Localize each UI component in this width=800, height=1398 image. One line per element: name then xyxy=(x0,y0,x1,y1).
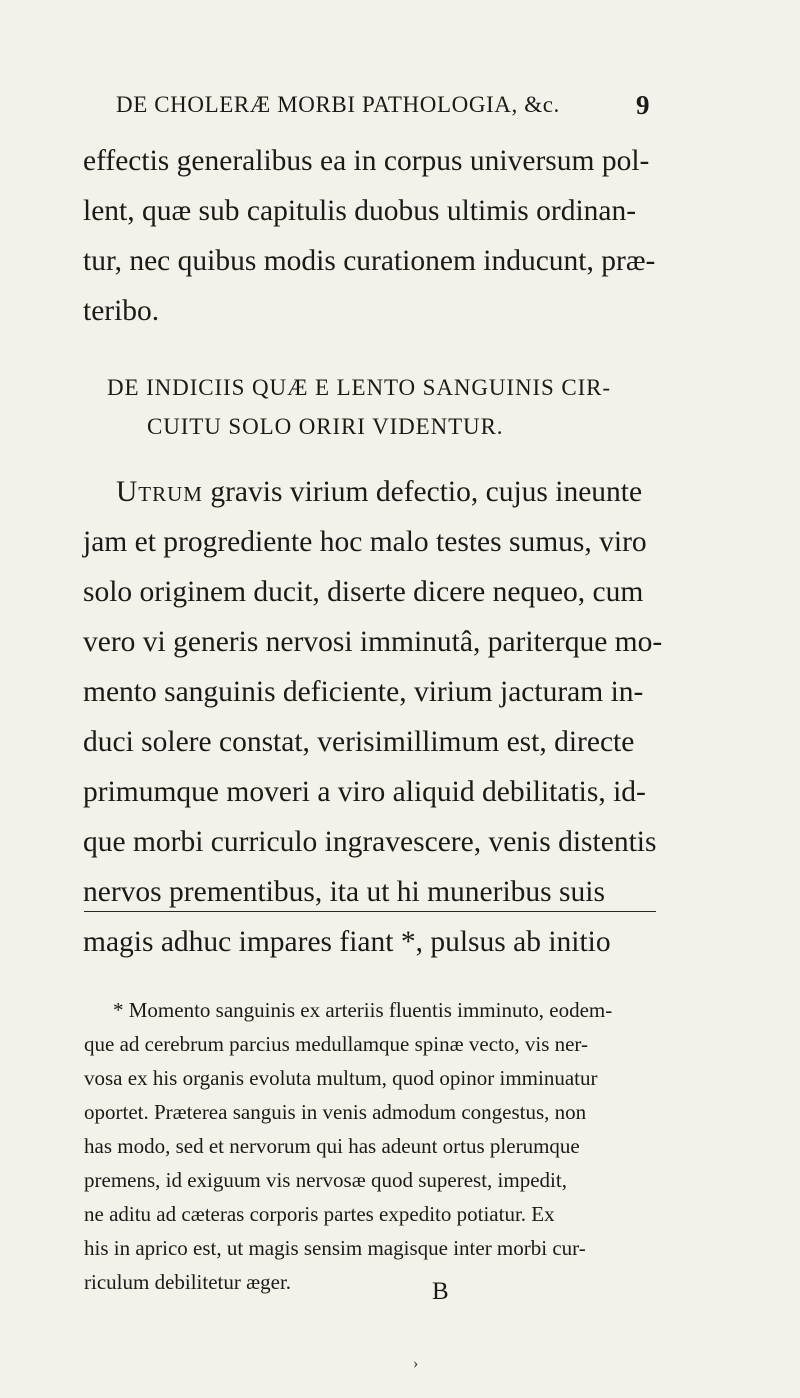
stray-mark: › xyxy=(413,1355,419,1372)
footnote-line: riculum debilitetur æger. xyxy=(84,1270,292,1294)
footnote-line: ne aditu ad cæteras corporis partes expedito potiatur. Ex xyxy=(84,1202,555,1226)
footnote-line: premens, id exiguum vis nervosæ quod superest, impedit, xyxy=(84,1168,567,1192)
section-line: vero vi generis nervosi imminutâ, pariterque mo- xyxy=(83,626,663,658)
footnote-line: has modo, sed et nervorum qui has adeunt ortus plerumque xyxy=(84,1134,580,1158)
section-line: que morbi curriculo ingravescere, venis distentis xyxy=(83,826,657,858)
section-heading-line2: CUITU SOLO ORIRI VIDENTUR. xyxy=(147,414,504,439)
first-line-rest: gravis virium defectio, cujus ineunte xyxy=(202,476,643,508)
intro-line: lent, quæ sub capitulis duobus ultimis ordinan- xyxy=(83,195,637,227)
section-line: solo originem ducit, diserte dicere nequeo, cum xyxy=(83,576,644,608)
footnote-rule xyxy=(84,911,656,912)
section-line: jam et progrediente hoc malo testes sumus, viro xyxy=(83,526,647,558)
section-line: duci solere constat, verisimillimum est, directe xyxy=(83,726,635,758)
running-head-title: DE CHOLERÆ MORBI PATHOLOGIA, &c. xyxy=(116,92,560,117)
signature-mark: B xyxy=(432,1278,449,1305)
section-heading-line1: DE INDICIIS QUÆ E LENTO SANGUINIS CIR- xyxy=(107,375,611,400)
footnote-line: vosa ex his organis evoluta multum, quod opinor imminuatur xyxy=(84,1066,598,1090)
section-line: mento sanguinis deficiente, virium jacturam in- xyxy=(83,676,644,708)
page-number: 9 xyxy=(636,90,650,120)
footnote-line: que ad cerebrum parcius medullamque spinæ vecto, vis ner- xyxy=(84,1032,588,1056)
footnote-line: * Momento sanguinis ex arteriis fluentis imminuto, eodem- xyxy=(113,998,613,1022)
intro-line: tur, nec quibus modis curationem inducunt, præ- xyxy=(83,245,656,277)
footnote-line: his in aprico est, ut magis sensim magisque inter morbi cur- xyxy=(84,1236,586,1260)
section-first-line xyxy=(116,478,642,508)
section-line: primumque moveri a viro aliquid debilitatis, id- xyxy=(83,776,646,808)
intro-line: teribo. xyxy=(83,295,160,327)
drop-word: Utrum xyxy=(116,476,203,508)
section-line: magis adhuc impares fiant *, pulsus ab initio xyxy=(83,926,611,958)
intro-line: effectis generalibus ea in corpus universum pol- xyxy=(83,145,650,177)
section-line: nervos prementibus, ita ut hi muneribus suis xyxy=(83,876,605,908)
footnote-line: oportet. Præterea sanguis in venis admodum congestus, non xyxy=(84,1100,587,1124)
